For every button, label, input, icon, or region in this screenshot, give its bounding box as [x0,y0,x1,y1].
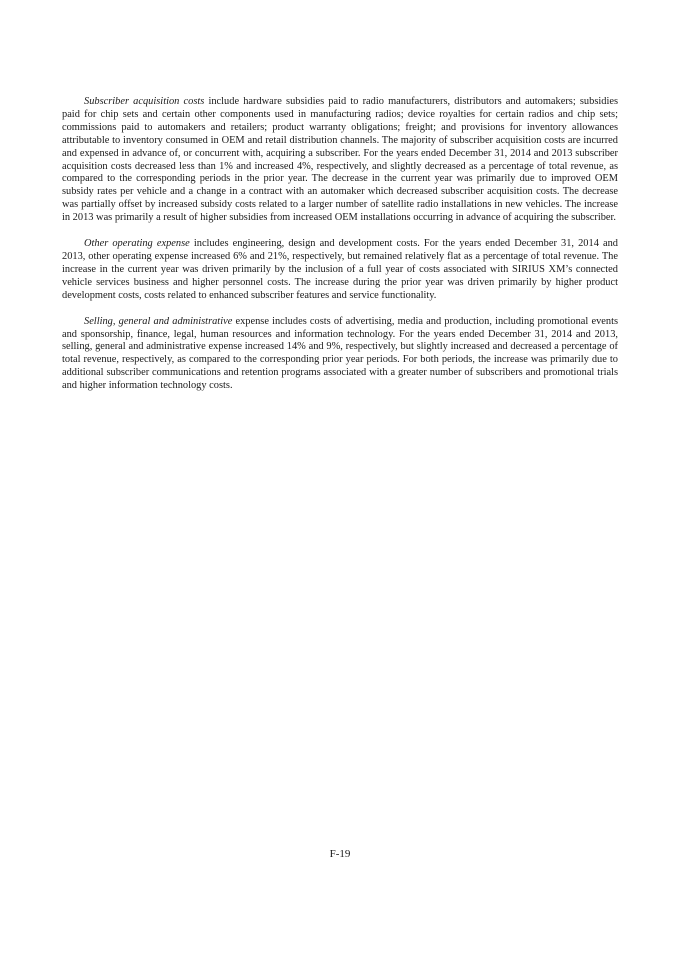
paragraph-body: includes engineering, design and development costs. For the years ended December 31, 2014 and 2013, other operating expense increased 6% and 21%, respectively, but remained relatively flat as a percentage of total revenue. The increase in the current year was driven primarily by the inclusion of a full year of costs associated with SIRIUS XM’s connected vehicle services business and higher personnel costs. The increase during the prior year was driven primarily by higher product development costs, costs related to enhanced subscriber features and service functionality. [62,238,618,301]
paragraph-other-operating-expense [62,238,618,303]
paragraph-body: include hardware subsidies paid to radio manufacturers, distributors and automakers; subsidies paid for chip sets and certain other components used in manufacturing radios; device royalties for certain radios and chip sets; commissions paid to automakers and retailers; product warranty obligations; freight; and provisions for inventory allowances attributable to inventory consumed in OEM and retail distribution channels. The majority of subscriber acquisition costs are incurred and expensed in advance of, or concurrent with, acquiring a subscriber. For the years ended December 31, 2014 and 2013 subscriber acquisition costs decreased less than 1% and increased 4%, respectively, and slightly decreased as a percentage of total revenue, as compared to the corresponding periods in the prior year. The decrease in the current year was primarily due to improved OEM subsidy rates per vehicle and a change in a contract with an automaker which decreased subscriber acquisition costs. The decrease was partially offset by increased subsidy costs related to a larger number of satellite radio installations in new vehicles. The increase in 2013 was primarily a result of higher subsidies from increased OEM installations occurring in advance of acquiring the subscriber. [62,96,618,224]
term-other-operating-expense: Other operating expense [84,238,190,250]
term-subscriber-acquisition-costs: Subscriber acquisition costs [84,96,205,107]
paragraph-subscriber-acquisition-costs [62,96,618,225]
paragraph-selling-general-administrative [62,316,618,393]
page-number: F-19 [329,848,351,860]
paragraph-body: expense includes costs of advertising, media and production, including promotional events and sponsorship, finance, legal, human resources and information technology. For the years ended December 31, 2014 and 2013, selling, general and administrative expense increased 14% and 9%, respectively, but slightly increased and decreased a percentage of total revenue, respectively, as compared to the corresponding prior year periods. For both periods, the increase was primarily due to additional subscriber communications and retention programs associated with a greater number of subscribers and promotional trials and higher information technology costs. [62,315,618,392]
term-selling-general-administrative: Selling, general and administrative [84,315,233,327]
body-text [62,96,618,406]
